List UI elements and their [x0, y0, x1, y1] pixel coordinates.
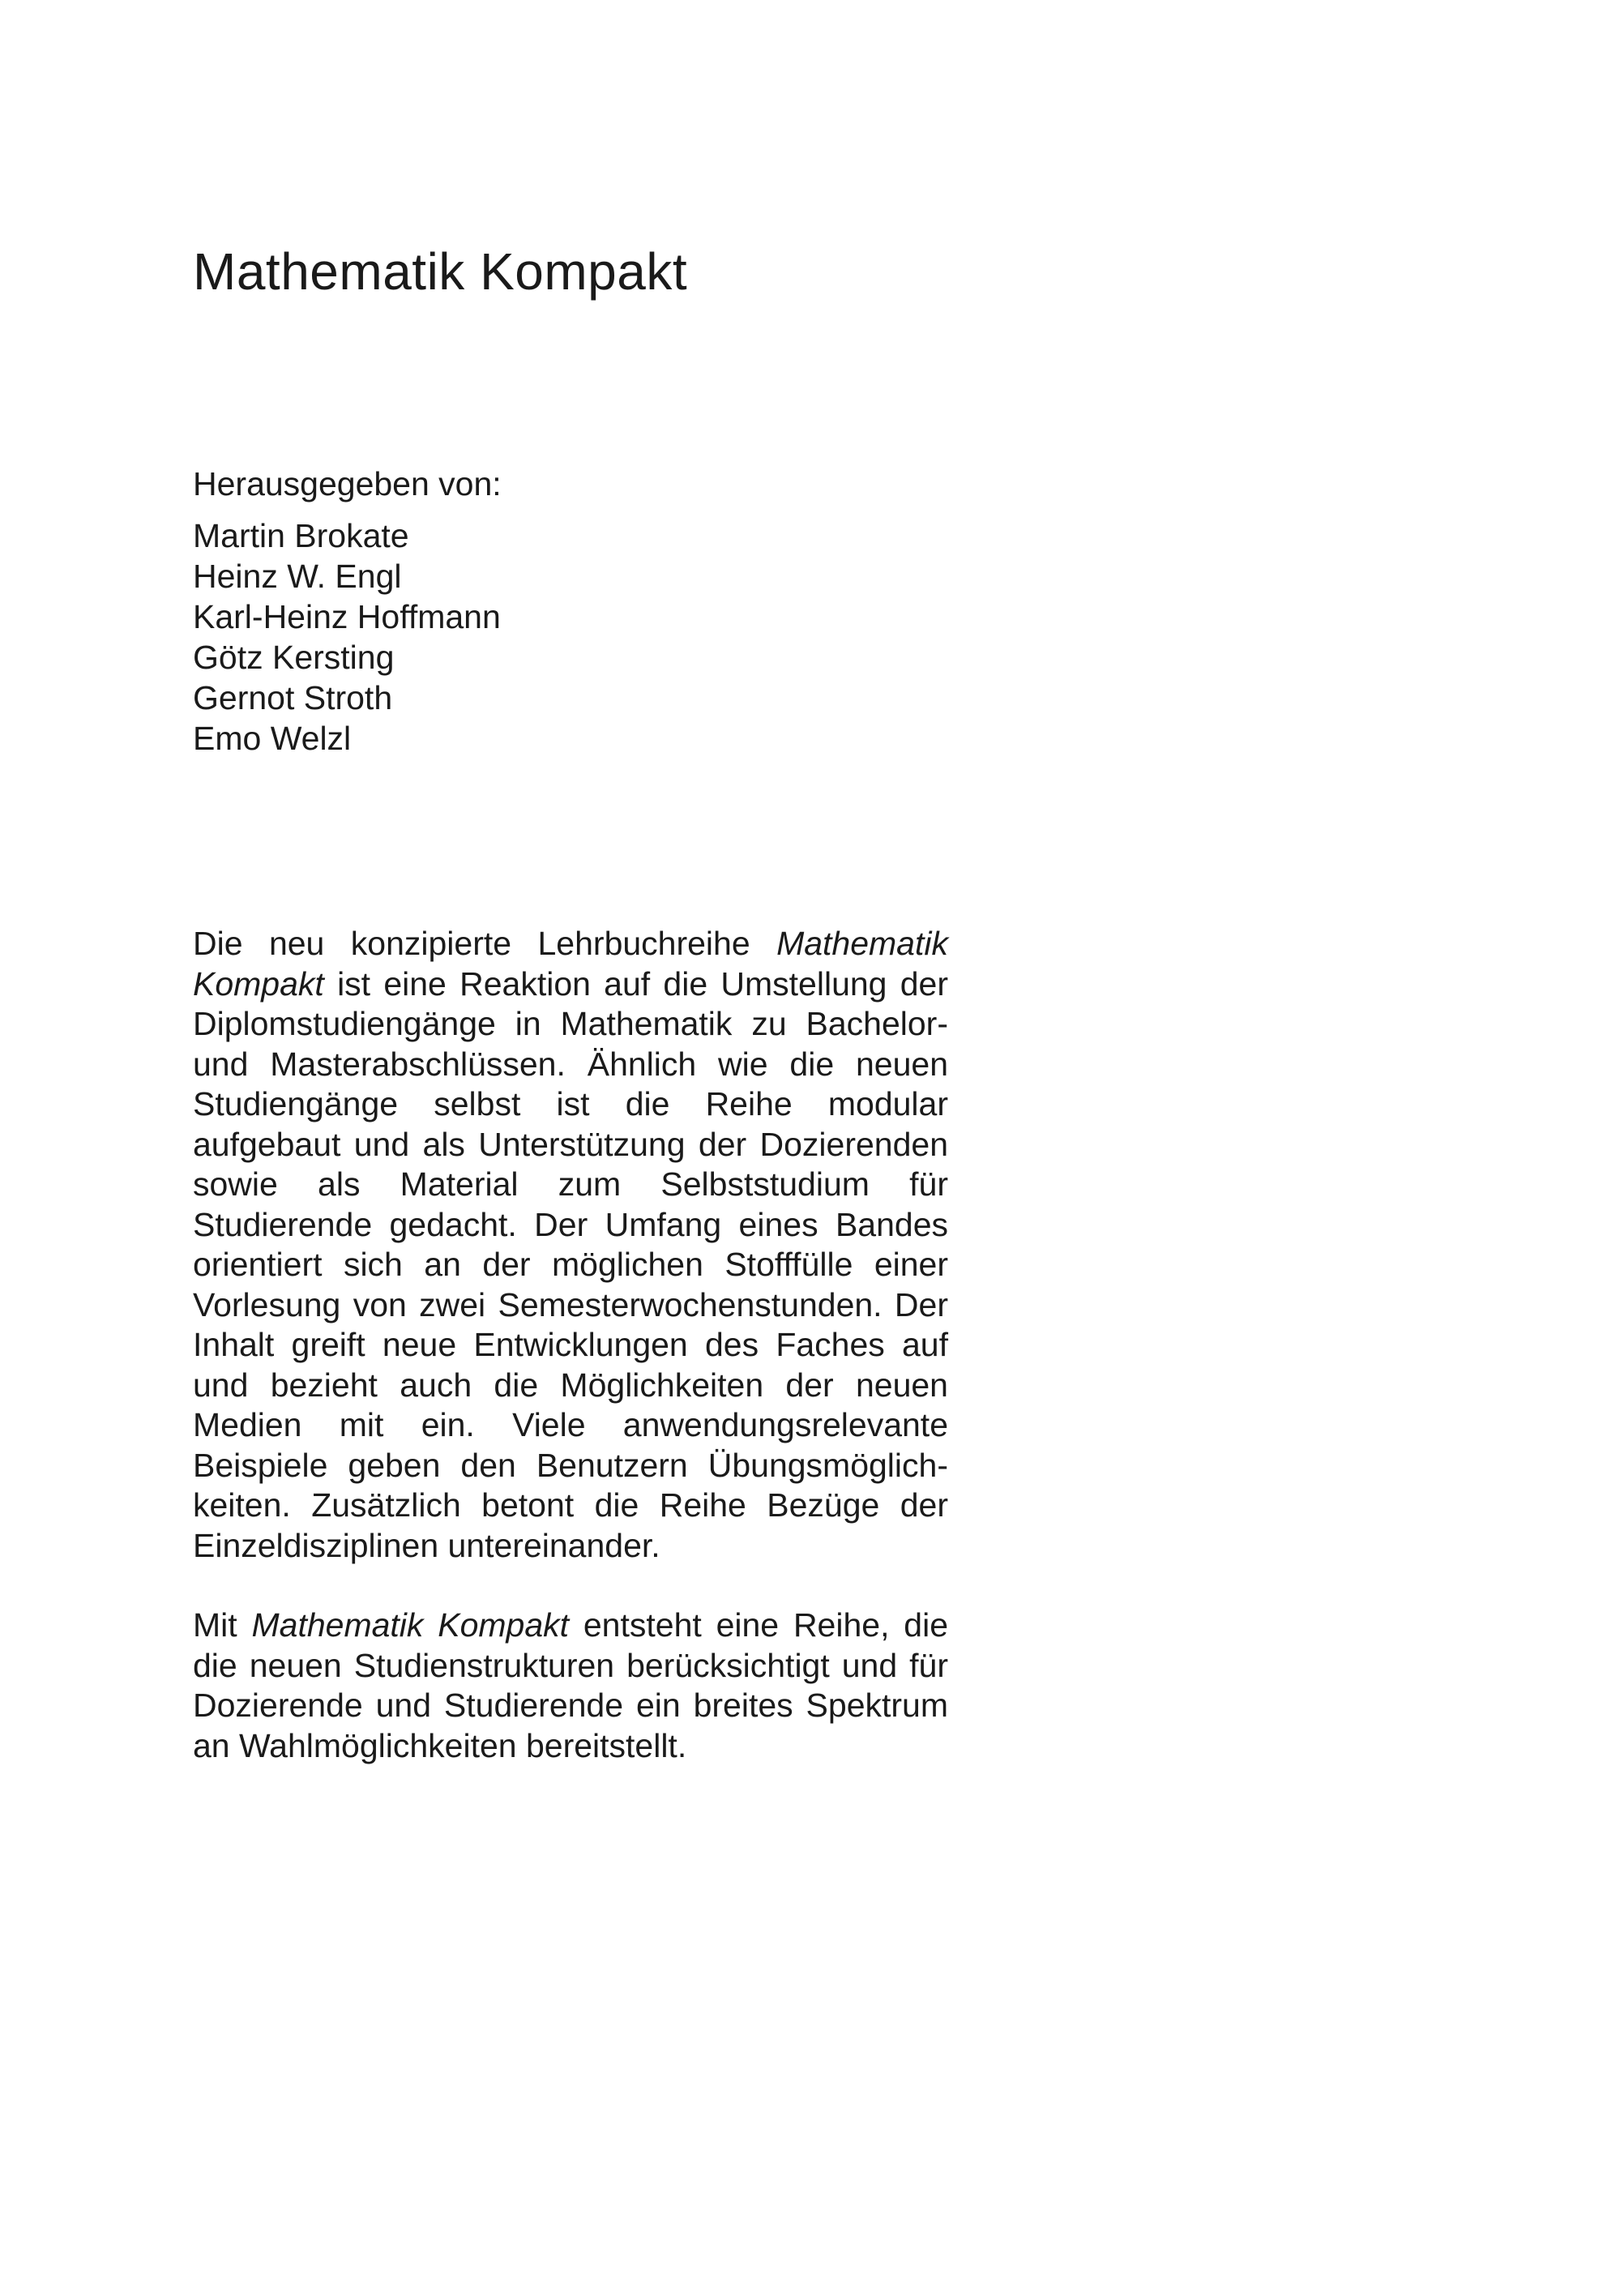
- editor-name: Karl-Heinz Hoffmann: [193, 598, 501, 635]
- series-title: Mathematik Kompakt: [193, 242, 688, 301]
- series-description: [193, 924, 948, 1766]
- series-name-emphasis: Mathematik Kompakt: [193, 925, 948, 1003]
- description-text: entsteht eine Reihe, die die neuen Studienstrukturen berücksichtigt und für Dozierende und Studierende ein breites Spektrum an Wahlmöglichkeiten bereitstellt.: [193, 1606, 948, 1764]
- description-paragraph: [193, 1605, 948, 1766]
- editor-name: Martin Brokate: [193, 517, 409, 554]
- editor-name: Emo Welzl: [193, 720, 352, 757]
- description-text: Mit: [193, 1606, 252, 1644]
- editor-name: Heinz W. Engl: [193, 558, 402, 595]
- editor-name: Gernot Stroth: [193, 679, 393, 716]
- series-name-emphasis: Mathematik Kompakt: [251, 1606, 570, 1644]
- description-paragraph: [193, 924, 948, 1566]
- description-text: Die neu konzipierte Lehrbuchreihe: [193, 925, 777, 962]
- editors-label: Herausgegeben von:: [193, 465, 502, 502]
- editor-name: Götz Kersting: [193, 639, 395, 676]
- description-text: ist eine Reaktion auf die Umstellung der Diplomstudiengänge in Mathematik zu Bachelor- und Masterabschlüssen. Ähnlich wie die neuen Studiengänge selbst ist die Reihe modular aufgebaut und als Unterstützung der Dozierenden sowie als Material zum Selbststudium für Studierende gedacht. Der Umfang eines Bandes orientiert sich an der möglichen Stofffülle einer Vorlesung von zwei Semesterwochenstunden. Der Inhalt greift neue Entwicklungen des Faches auf und bezieht auch die Möglichkeiten der neuen Medien mit ein. Viele anwendungsrelevante Beispiele geben den Benutzern Übungsmöglichkeiten. Zusätzlich betont die Reihe Bezüge der Einzeldisziplinen untereinander.: [193, 964, 948, 1564]
- editors-section: [193, 464, 502, 759]
- editors-list: [193, 515, 502, 759]
